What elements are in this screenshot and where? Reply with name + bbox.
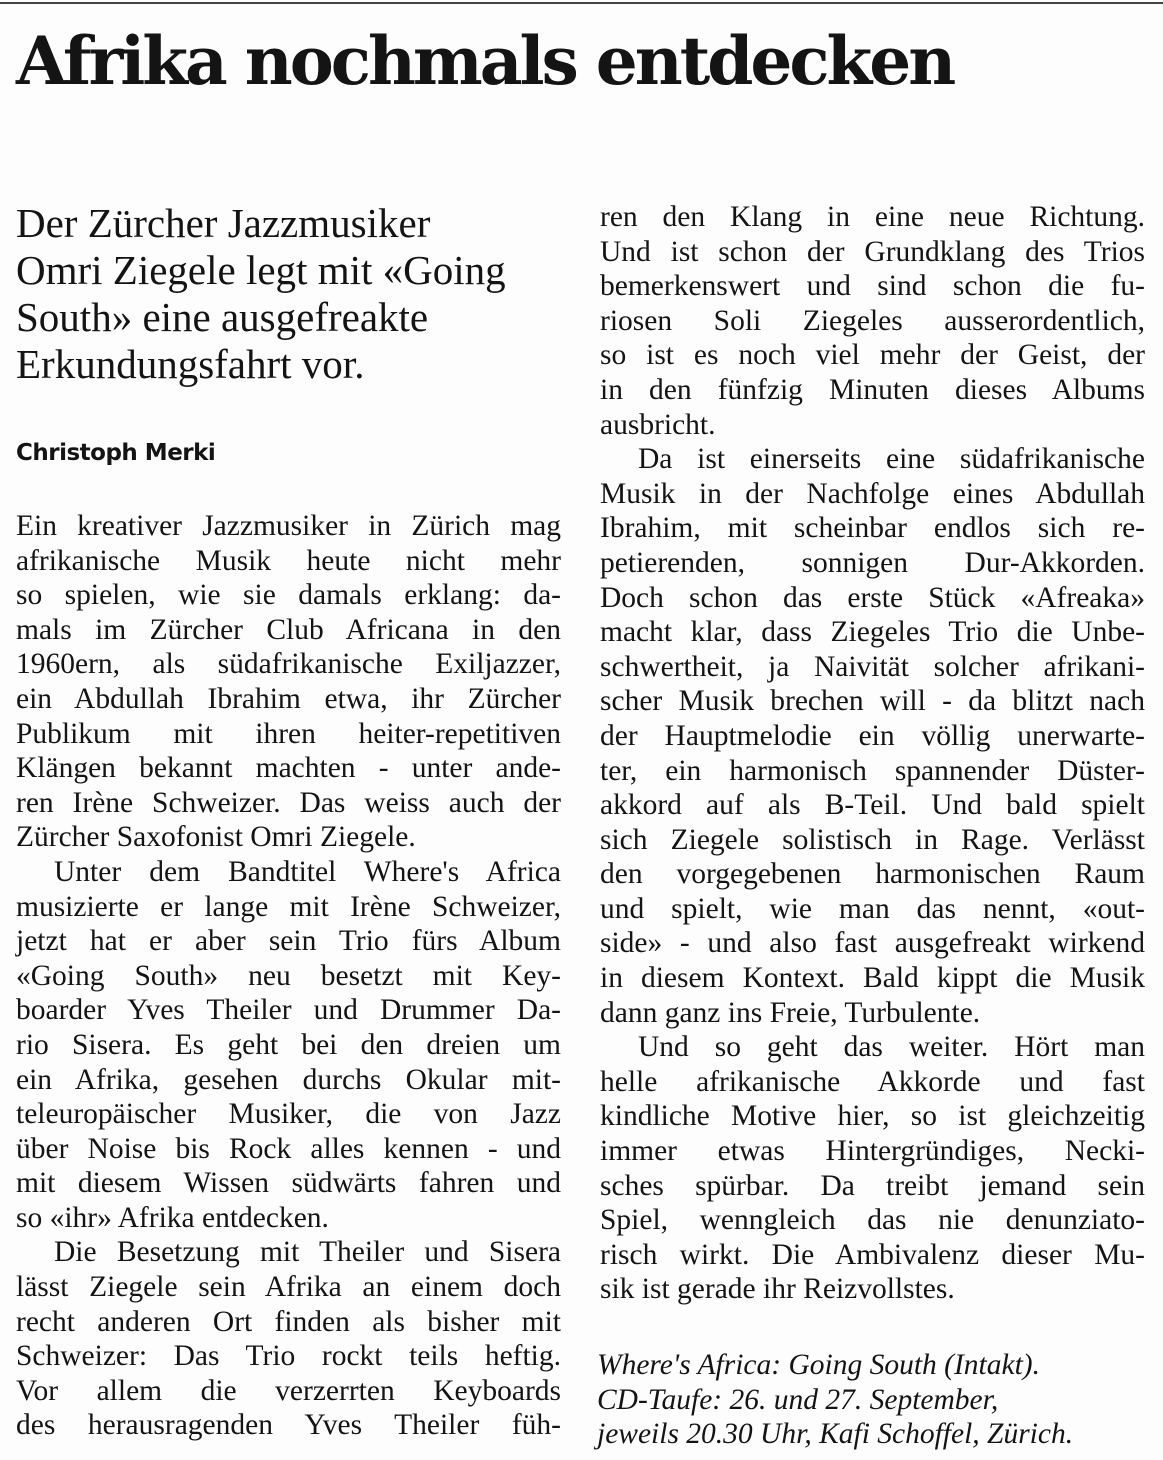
text-line: dann ganz ins Freie, Turbulente.	[600, 996, 981, 1029]
text-line: jetzt hat er aber sein Trio fürs Album	[16, 925, 561, 958]
text-line: musizierte er lange mit Irène Schweizer,	[16, 890, 561, 923]
text-line: ren Irène Schweizer. Das weiss auch der	[16, 786, 561, 819]
lead-line: Der Zürcher Jazzmusiker	[16, 200, 431, 246]
text-line: teleuropäischer Musiker, die von Jazz	[16, 1098, 561, 1131]
text-line: ein Afrika, gesehen durchs Okular mit-	[16, 1063, 561, 1096]
info-line: jeweils 20.30 Uhr, Kafi Schoffel, Zürich.	[597, 1418, 1074, 1451]
text-line: ter, ein harmonisch spannender Düster-	[600, 754, 1145, 787]
text-line: so «ihr» Afrika entdecken.	[16, 1201, 329, 1234]
text-line: in den fünfzig Minuten dieses Albums	[600, 373, 1145, 406]
text-line: in diesem Kontext. Bald kippt die Musik	[600, 962, 1145, 995]
article-column-1	[16, 509, 561, 1443]
text-line: mals im Zürcher Club Africana in den	[16, 613, 561, 646]
text-line: so spielen, wie sie damals erklang: da-	[16, 579, 561, 612]
text-line: helle afrikanische Akkorde und fast	[600, 1065, 1145, 1098]
text-line: sik ist gerade ihr Reizvollstes.	[600, 1273, 955, 1306]
text-line: Unter dem Bandtitel Where's Africa	[54, 855, 561, 888]
text-line: Klängen bekannt machten - unter ande-	[16, 752, 561, 785]
lead-line: Erkundungsfahrt vor.	[16, 341, 365, 387]
text-line: Musik in der Nachfolge eines Abdullah	[600, 477, 1145, 510]
text-line: Vor allem die verzerrten Keyboards	[16, 1374, 561, 1407]
text-line: Doch schon das erste Stück «Afreaka»	[600, 581, 1145, 614]
text-line: Ein kreativer Jazzmusiker in Zürich mag	[16, 510, 561, 542]
text-line: ein Abdullah Ibrahim etwa, ihr Zürcher	[16, 682, 561, 715]
top-rule	[0, 2, 1163, 4]
text-line: sich Ziegele solistisch in Rage. Verlässt	[600, 823, 1145, 856]
album-info	[597, 1348, 1073, 1452]
text-line: riosen Soli Ziegeles ausserordentlich,	[600, 304, 1145, 337]
text-line: Und so geht das weiter. Hört man	[638, 1031, 1145, 1064]
text-line: Publikum mit ihren heiter-repetitiven	[16, 717, 561, 750]
text-line: Zürcher Saxofonist Omri Ziegele.	[16, 821, 416, 854]
info-line: CD-Taufe: 26. und 27. September,	[597, 1383, 999, 1416]
text-line: Spiel, wenngleich das nie denunziato-	[600, 1204, 1145, 1237]
text-line: den vorgegebenen harmonischen Raum	[600, 858, 1145, 891]
byline: Christoph Merki	[16, 440, 216, 466]
text-line: macht klar, dass Ziegeles Trio die Unbe-	[600, 616, 1145, 649]
article-column-2	[600, 200, 1145, 1307]
text-line: Und ist schon der Grundklang des Trios	[600, 235, 1145, 268]
lead-line: Omri Ziegele legt mit «Going	[16, 247, 506, 293]
text-line: Da ist einerseits eine südafrikanische	[638, 443, 1145, 476]
text-line: Schweizer: Das Trio rockt teils heftig.	[16, 1340, 561, 1373]
text-line: und spielt, wie man das nennt, «out-	[600, 892, 1145, 925]
info-line: Where's Africa: Going South (Intakt).	[597, 1349, 1040, 1381]
text-line: so ist es noch viel mehr der Geist, der	[600, 339, 1145, 372]
text-line: mit diesem Wissen südwärts fahren und	[16, 1167, 561, 1200]
text-line: «Going South» neu besetzt mit Key-	[16, 959, 561, 992]
lead-line: South» eine ausgefreakte	[16, 294, 429, 340]
text-line: der Hauptmelodie ein völlig unerwarte-	[600, 719, 1145, 752]
lead-paragraph	[16, 200, 564, 388]
headline: Afrika nochmals entdecken	[16, 22, 954, 100]
text-line: 1960ern, als südafrikanische Exiljazzer,	[16, 648, 561, 681]
text-line: sches spürbar. Da treibt jemand sein	[600, 1169, 1145, 1202]
text-line: scher Musik brechen will - da blitzt nach	[600, 685, 1145, 718]
text-line: schwertheit, ja Naivität solcher afrikani-	[600, 650, 1145, 683]
text-line: ren den Klang in eine neue Richtung.	[600, 201, 1145, 233]
text-line: recht anderen Ort finden als bisher mit	[16, 1305, 561, 1338]
text-line: Die Besetzung mit Theiler und Sisera	[54, 1236, 561, 1269]
text-line: ausbricht.	[600, 408, 716, 441]
text-line: bemerkenswert und sind schon die fu-	[600, 270, 1145, 303]
text-line: des herausragenden Yves Theiler füh-	[16, 1409, 561, 1442]
text-line: Ibrahim, mit scheinbar endlos sich re-	[600, 512, 1145, 545]
text-line: petierenden, sonnigen Dur-Akkorden.	[600, 546, 1145, 579]
text-line: über Noise bis Rock alles kennen - und	[16, 1132, 561, 1165]
text-line: akkord auf als B-Teil. Und bald spielt	[600, 789, 1145, 822]
text-line: immer etwas Hintergründiges, Necki-	[600, 1135, 1145, 1168]
text-line: risch wirkt. Die Ambivalenz dieser Mu-	[600, 1238, 1145, 1271]
text-line: rio Sisera. Es geht bei den dreien um	[16, 1028, 561, 1061]
text-line: kindliche Motive hier, so ist gleichzeitig	[600, 1100, 1145, 1133]
text-line: boarder Yves Theiler und Drummer Da-	[16, 994, 561, 1027]
text-line: afrikanische Musik heute nicht mehr	[16, 544, 561, 577]
text-line: side» - und also fast ausgefreakt wirkend	[600, 927, 1145, 960]
text-line: lässt Ziegele sein Afrika an einem doch	[16, 1271, 561, 1304]
